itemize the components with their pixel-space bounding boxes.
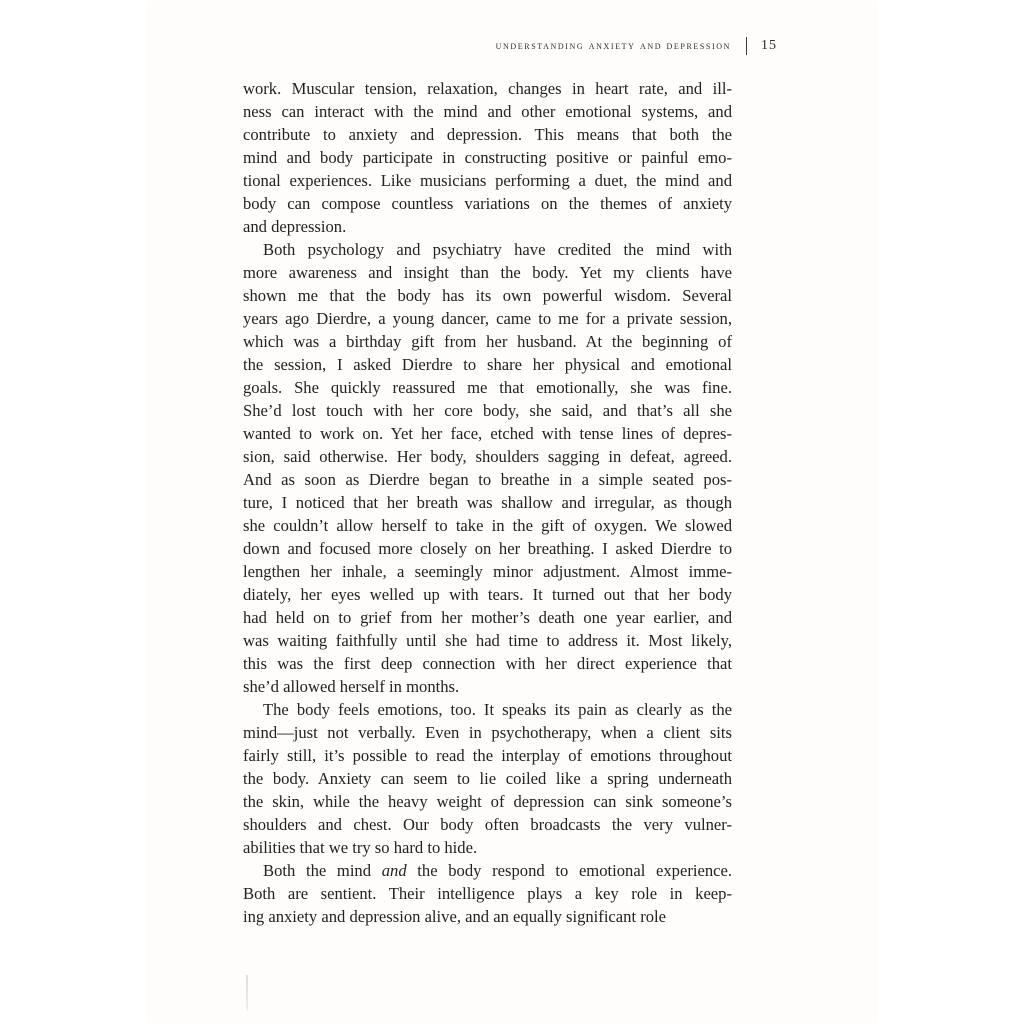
text-line: Both the mind and the body respond to emotional experience. <box>263 861 732 880</box>
text-line: the body. Anxiety can seem to lie coiled like a spring underneath <box>243 769 732 788</box>
text-line: was waiting faithfully until she had time to address it. Most likely, <box>243 631 732 650</box>
text-line: lengthen her inhale, a seemingly minor adjustment. Almost imme- <box>243 562 732 581</box>
running-head-divider <box>746 37 747 55</box>
text-line: The body feels emotions, too. It speaks its pain as clearly as the <box>263 700 732 719</box>
text-line: and depression. <box>243 217 347 236</box>
text-line: the session, I asked Dierdre to share her physical and emotional <box>243 355 732 374</box>
text-line: body can compose countless variations on the themes of anxiety <box>243 194 732 213</box>
text-line: mind—just not verbally. Even in psychotherapy, when a client sits <box>243 723 732 742</box>
text-line: ing anxiety and depression alive, and an equally significant role <box>243 907 667 926</box>
text-line: ness can interact with the mind and other emotional systems, and <box>243 102 732 121</box>
text-line: work. Muscular tension, relaxation, changes in heart rate, and ill- <box>243 79 732 98</box>
text-line: diately, her eyes welled up with tears. It turned out that her body <box>243 585 732 604</box>
paragraph <box>243 238 732 698</box>
book-page <box>150 0 874 1024</box>
text-line: Both psychology and psychiatry have credited the mind with <box>263 240 732 259</box>
text-line: she’d allowed herself in months. <box>243 677 460 696</box>
scan-artifact-mark <box>246 975 248 1011</box>
text-line: more awareness and insight than the body. Yet my clients have <box>243 263 732 282</box>
text-line: shoulders and chest. Our body often broadcasts the very vulner- <box>243 815 732 834</box>
text-line: She’d lost touch with her core body, she said, and that’s all she <box>243 401 732 420</box>
text-line: years ago Dierdre, a young dancer, came to me for a private session, <box>243 309 732 328</box>
text-line: goals. She quickly reassured me that emotionally, she was fine. <box>243 378 732 397</box>
page-number: 15 <box>761 38 777 53</box>
text-line: And as soon as Dierdre began to breathe in a simple seated pos- <box>243 470 732 489</box>
text-line: down and focused more closely on her breathing. I asked Dierdre to <box>243 539 732 558</box>
running-title: understanding anxiety and depression <box>495 40 731 52</box>
paragraph <box>243 77 732 238</box>
text-line: which was a birthday gift from her husband. At the beginning of <box>243 332 732 351</box>
text-line: sion, said otherwise. Her body, shoulders sagging in defeat, agreed. <box>243 447 732 466</box>
text-line: ture, I noticed that her breath was shallow and irregular, as though <box>243 493 732 512</box>
body-text <box>243 77 732 928</box>
text-line: wanted to work on. Yet her face, etched with tense lines of depres- <box>243 424 732 443</box>
text-line: tional experiences. Like musicians performing a duet, the mind and <box>243 171 732 190</box>
paragraph <box>243 698 732 859</box>
text-line: had held on to grief from her mother’s death one year earlier, and <box>243 608 732 627</box>
text-line: Both are sentient. Their intelligence plays a key role in keep- <box>243 884 732 903</box>
text-line: this was the first deep connection with her direct experience that <box>243 654 732 673</box>
emphasis: and <box>381 861 407 880</box>
text-line: abilities that we try so hard to hide. <box>243 838 478 857</box>
text-line: mind and body participate in constructing positive or painful emo- <box>243 148 732 167</box>
text-line: she couldn’t allow herself to take in the gift of oxygen. We slowed <box>243 516 732 535</box>
running-head <box>150 37 874 57</box>
text-line: fairly still, it’s possible to read the interplay of emotions throughout <box>243 746 732 765</box>
paragraph <box>243 859 732 928</box>
text-line: shown me that the body has its own powerful wisdom. Several <box>243 286 732 305</box>
text-line: the skin, while the heavy weight of depression can sink someone’s <box>243 792 732 811</box>
text-line: contribute to anxiety and depression. This means that both the <box>243 125 732 144</box>
